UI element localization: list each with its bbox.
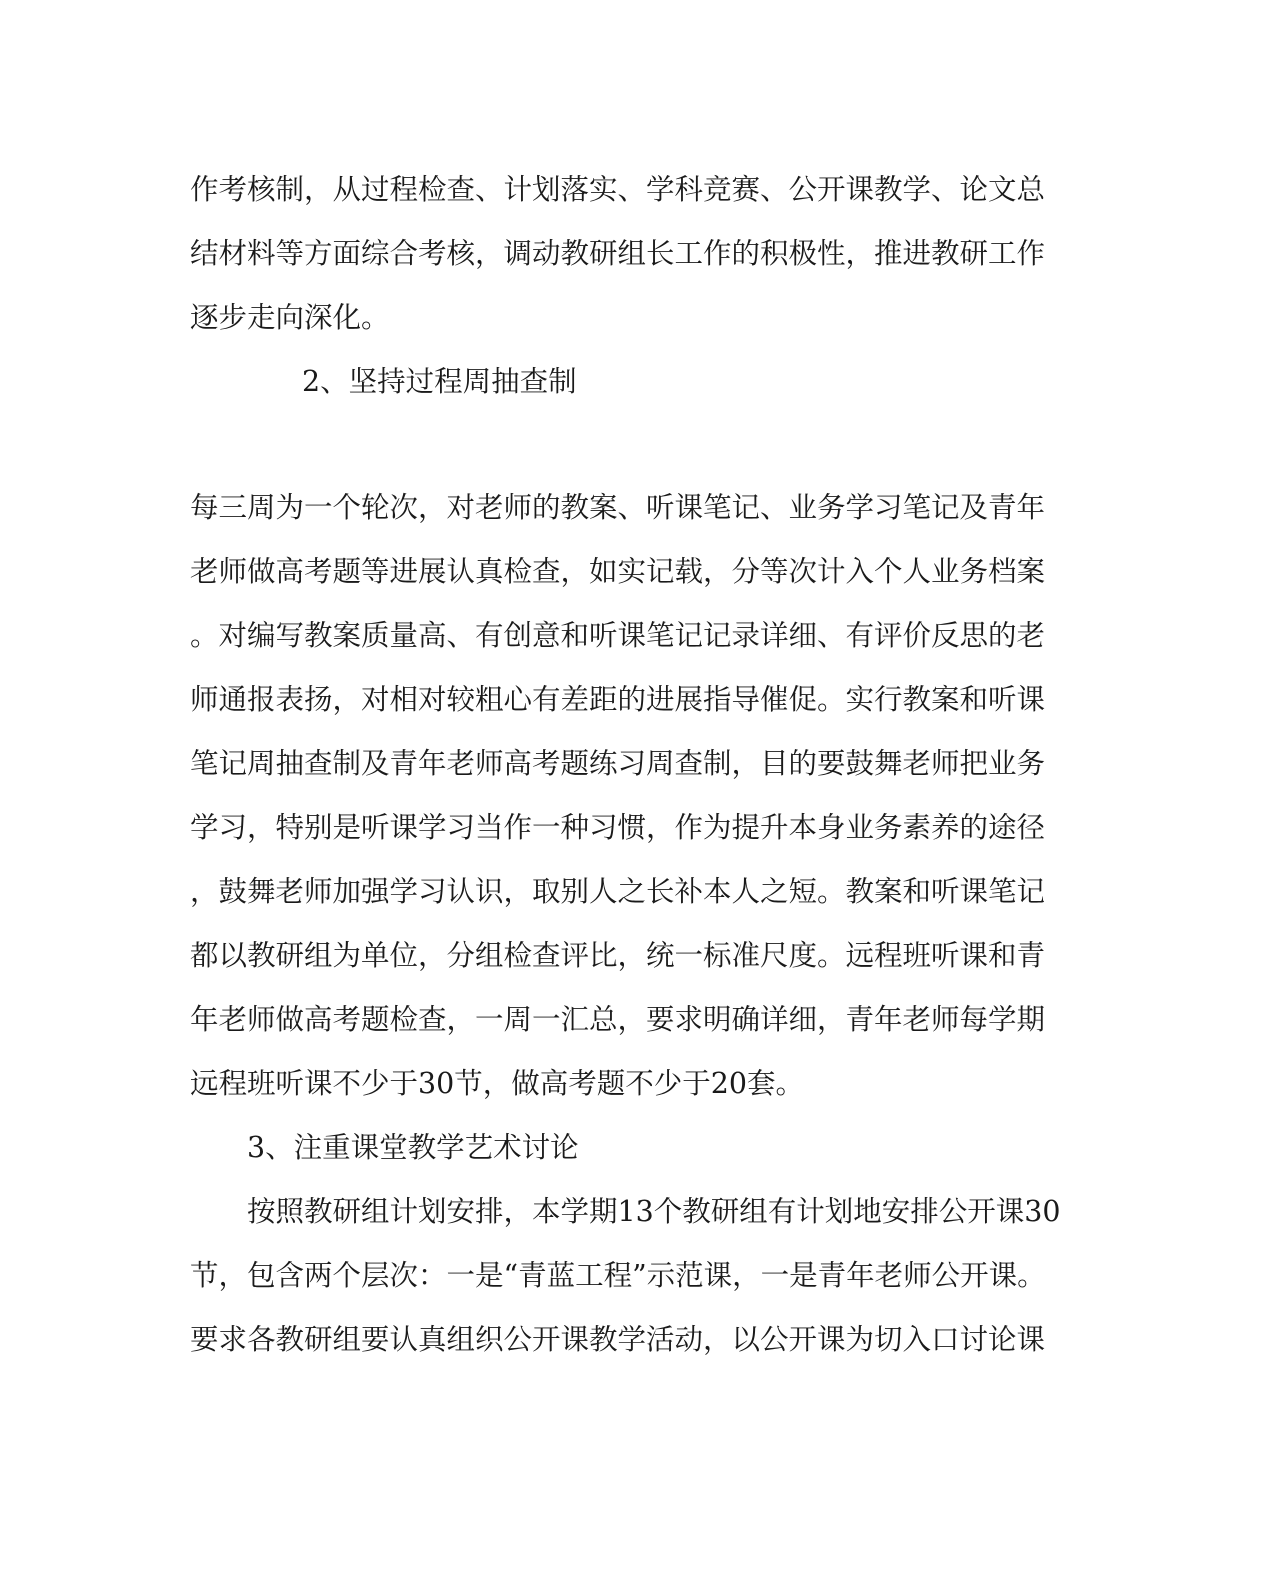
paragraph-3-line-3: 要求各教研组要认真组织公开课教学活动，以公开课为切入口讨论课: [190, 1323, 1046, 1356]
paragraph-2-line-1: 每三周为一个轮次，对老师的教案、听课笔记、业务学习笔记及青年: [190, 491, 1046, 524]
paragraph-2-line-6: 学习，特别是听课学习当作一种习惯，作为提升本身业务素养的途径: [190, 811, 1046, 844]
paragraph-2-line-4: 师通报表扬，对相对较粗心有差距的进展指导催促。实行教案和听课: [190, 683, 1046, 716]
paragraph-3-line-2: 节，包含两个层次：一是“青蓝工程”示范课，一是青年老师公开课。: [190, 1259, 1046, 1292]
paragraph-1-line-1: 作考核制，从过程检查、计划落实、学科竞赛、公开课教学、论文总: [190, 173, 1046, 206]
paragraph-1-line-3: 逐步走向深化。: [190, 301, 390, 334]
paragraph-2-line-10: 远程班听课不少于30节，做高考题不少于20套。: [190, 1067, 805, 1100]
section-2-heading: 2、坚持过程周抽查制: [302, 365, 577, 398]
section-3-heading: 3、注重课堂教学艺术讨论: [247, 1131, 579, 1164]
paragraph-3-line-1: 按照教研组计划安排，本学期13个教研组有计划地安排公开课30: [247, 1195, 1061, 1228]
paragraph-2-line-8: 都以教研组为单位，分组检查评比，统一标准尺度。远程班听课和青: [190, 939, 1046, 972]
paragraph-2-line-5: 笔记周抽查制及青年老师高考题练习周查制，目的要鼓舞老师把业务: [190, 747, 1046, 780]
paragraph-2-line-7: ，鼓舞老师加强学习认识，取别人之长补本人之短。教案和听课笔记: [190, 875, 1046, 908]
paragraph-2-line-2: 老师做高考题等进展认真检查，如实记载，分等次计入个人业务档案: [190, 555, 1046, 588]
paragraph-2-line-3: 。对编写教案质量高、有创意和听课笔记记录详细、有评价反思的老: [190, 619, 1046, 652]
paragraph-2-line-9: 年老师做高考题检查，一周一汇总，要求明确详细，青年老师每学期: [190, 1003, 1046, 1036]
paragraph-1-line-2: 结材料等方面综合考核，调动教研组长工作的积极性，推进教研工作: [190, 237, 1046, 270]
